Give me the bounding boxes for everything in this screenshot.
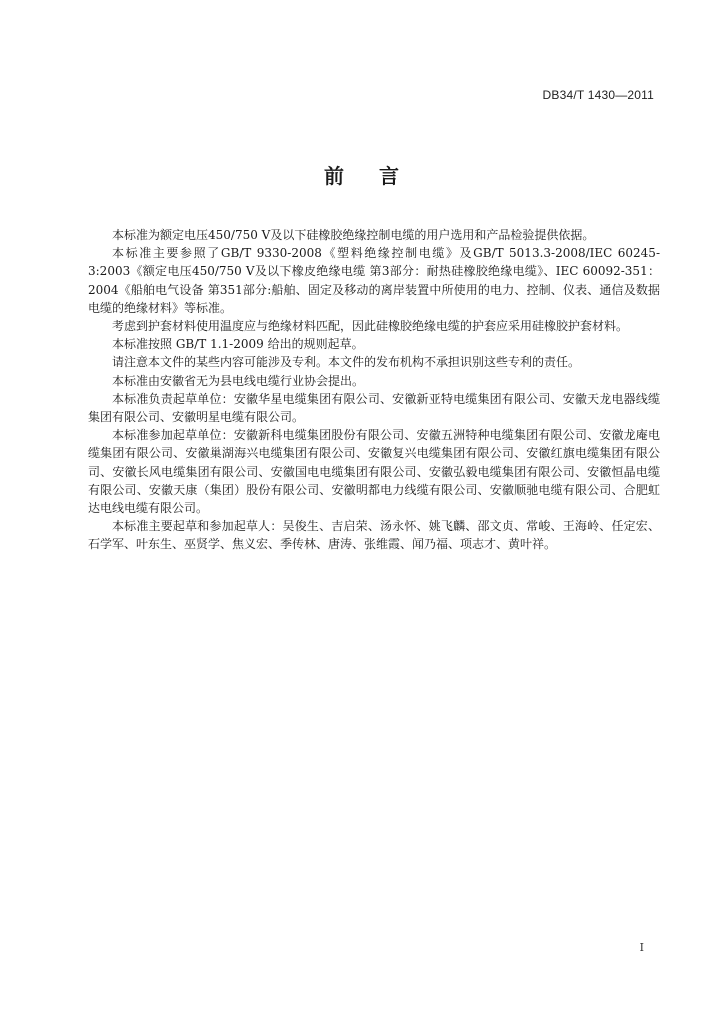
foreword-body (88, 226, 660, 554)
paragraph-references: 本标准主要参照了GB/T 9330-2008《塑料绝缘控制电缆》及GB/T 5013.3-2008/IEC 60245-3:2003《额定电压450/750 V及以下橡皮绝缘电缆 第3部分：耐热硅橡胶绝缘电缆》、IEC 60092-351：2004《船舶电气设备 第351部分:船舶、固定及移动的离岸装置中所使用的电力、控制、仪表、通信及数据电缆的绝缘材料》等标准。 (88, 246, 660, 315)
page-title (0, 160, 724, 189)
paragraph-proposer: 本标准由安徽省无为县电线电缆行业协会提出。 (112, 373, 365, 388)
page-title-char-2: 言 (379, 164, 400, 188)
page-title-char-1: 前 (324, 164, 345, 188)
page-number: I (639, 941, 644, 954)
paragraph-participating-drafters: 本标准参加起草单位：安徽新科电缆集团股份有限公司、安徽五洲特种电缆集团有限公司、安徽龙庵电缆集团有限公司、安徽巢湖海兴电缆集团有限公司、安徽复兴电缆集团有限公司、安徽红旗电缆集团有限公司、安徽长风电缆集团有限公司、安徽国电电缆集团有限公司、安徽弘毅电缆集团有限公司、安徽恒晶电缆有限公司、安徽天康（集团）股份有限公司、安徽明都电力线缆有限公司、安徽顺驰电缆有限公司、合肥虹达电线电缆有限公司。 (88, 428, 660, 516)
document-identifier: DB34/T 1430—2011 (542, 88, 654, 102)
paragraph-drafting-persons: 本标准主要起草和参加起草人：吴俊生、吉启荣、汤永怀、姚飞麟、邵文贞、常峻、王海岭、任定宏、石学军、叶东生、巫贤学、焦义宏、季传林、唐涛、张维霞、闻乃福、项志才、黄叶祥。 (88, 519, 660, 552)
paragraph-sheath-material: 考虑到护套材料使用温度应与绝缘材料匹配，因此硅橡胶绝缘电缆的护套应采用硅橡胶护套材料。 (112, 319, 629, 334)
paragraph-lead-drafters: 本标准负责起草单位：安徽华星电缆集团有限公司、安徽新亚特电缆集团有限公司、安徽天龙电器线缆集团有限公司、安徽明星电缆有限公司。 (88, 391, 660, 425)
paragraph-purpose: 本标准为额定电压450/750 V及以下硅橡胶绝缘控制电缆的用户选用和产品检验提供依据。 (112, 228, 595, 242)
paragraph-patent-notice: 请注意本文件的某些内容可能涉及专利。本文件的发布机构不承担识别这些专利的责任。 (112, 355, 581, 370)
paragraph-drafting-rules: 本标准按照 GB/T 1.1-2009 给出的规则起草。 (112, 337, 364, 352)
